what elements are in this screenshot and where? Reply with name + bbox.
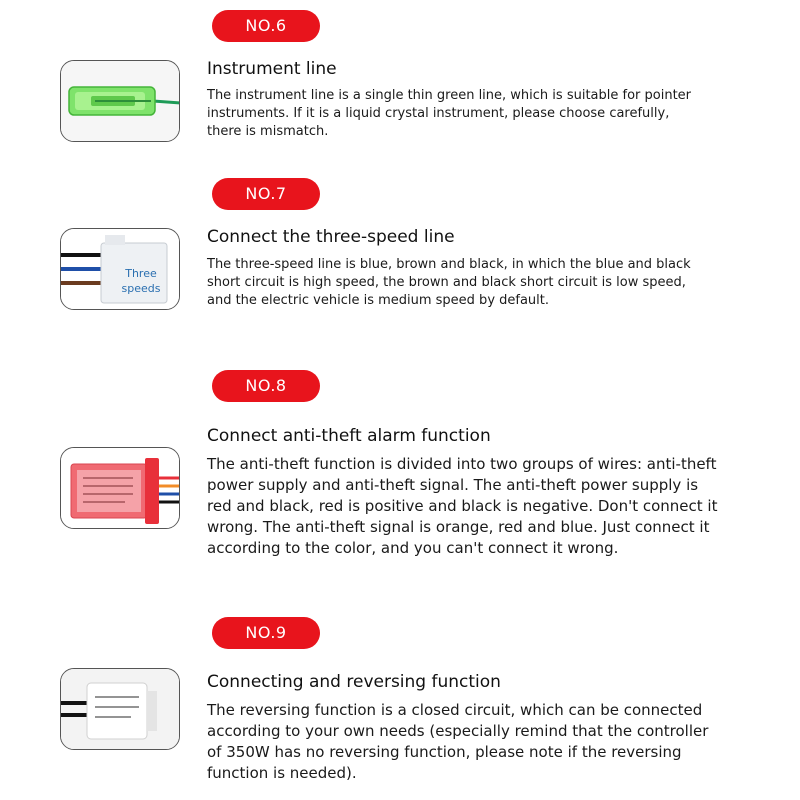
section-thumbnail [60,228,180,310]
section-body-text: The three-speed line is blue, brown and black, in which the blue and black short circuit is high speed, the brown and black short circuit is low speed, and the electric vehicle is medium speed by default. [207,257,691,308]
section-heading: Connecting and reversing function [207,672,501,692]
section-badge: NO.9 [212,617,320,649]
section-thumbnail [60,60,180,142]
red-alarm-connector-icon [61,448,180,529]
section-body [207,256,697,310]
section-thumbnail [60,668,180,750]
reversing-connector-icon [61,669,180,750]
section-body [207,454,719,559]
thumb-label-line1: Three [125,267,157,280]
section-badge: NO.8 [212,370,320,402]
section-badge: NO.6 [212,10,320,42]
section-body [207,700,719,784]
section-heading: Connect the three-speed line [207,227,455,247]
section-heading: Instrument line [207,59,337,79]
section-body-text: The instrument line is a single thin green line, which is suitable for pointer instruments. If it is a liquid crystal instrument, please choose carefully, there is mismatch. [207,88,692,139]
section-body-text: The anti-theft function is divided into two groups of wires: anti-theft power supply and anti-theft signal. The anti-theft power supply is red and black, red is positive and black is negative. Don't connect it wrong. The anti-theft signal is orange, red and blue. Just connect it according to the color, and you can't connect it wrong. [207,455,718,557]
section-body [207,87,697,141]
section-badge: NO.7 [212,178,320,210]
thumb-label-line2: speeds [121,282,161,295]
section-body-text: The reversing function is a closed circuit, which can be connected according to your own needs (especially remind that the controller of 350W has no reversing function, please note if the reversing function is needed). [207,701,709,782]
green-connector-icon [61,61,180,142]
section-thumbnail [60,447,180,529]
section-heading: Connect anti-theft alarm function [207,426,491,446]
three-speed-connector-icon [61,229,180,310]
